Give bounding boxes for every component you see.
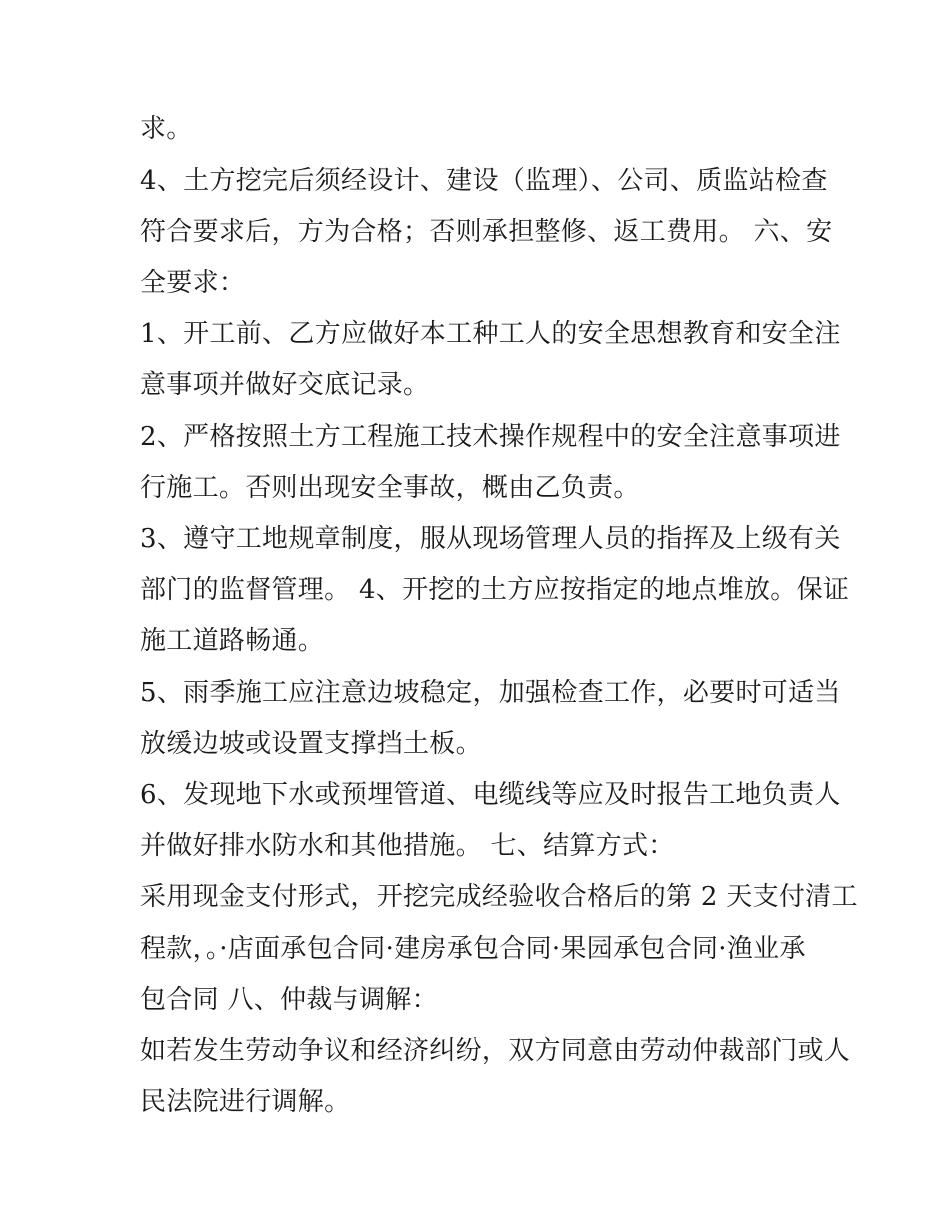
text-line: 全要求： <box>140 268 246 298</box>
text-line: 4、土方挖完后须经设计、建设（监理）、公司、质监站检查 <box>140 166 828 196</box>
text-line: 放缓边坡或设置支撑挡土板。 <box>140 729 482 759</box>
text-line: 采用现金支付形式，开挖完成经验收合格后的第 2 天支付清工 <box>140 882 858 912</box>
text-line: 并做好排水防水和其他措施。 七、结算方式： <box>140 831 675 861</box>
text-line: 求。 <box>140 114 193 144</box>
text-line: 程款，。·店面承包合同·建房承包合同·果园承包合同·渔业承 <box>140 934 806 964</box>
text-line: 施工道路畅通。 <box>140 626 325 656</box>
text-line: 部门的监督管理。 4、开挖的土方应按指定的地点堆放。保证 <box>140 575 850 605</box>
text-line: 3、遵守工地规章制度，服从现场管理人员的指挥及上级有关 <box>140 524 841 554</box>
text-line: 包合同 八、仲裁与调解： <box>140 985 438 1015</box>
text-line: 意事项并做好交底记录。 <box>140 370 430 400</box>
text-line: 如若发生劳动争议和经济纠纷，双方同意由劳动仲裁部门或人 <box>140 1036 851 1066</box>
text-line: 1、开工前、乙方应做好本工种工人的安全思想教育和安全注 <box>140 319 841 349</box>
text-line: 2、严格按照土方工程施工技术操作规程中的安全注意事项进 <box>140 422 841 452</box>
text-line: 5、雨季施工应注意边坡稳定，加强检查工作，必要时可适当 <box>140 678 841 708</box>
text-line: 行施工。否则出现安全事故，概由乙负责。 <box>140 473 640 503</box>
text-line: 民法院进行调解。 <box>140 1087 351 1117</box>
text-line: 6、发现地下水或预埋管道、电缆线等应及时报告工地负责人 <box>140 780 841 810</box>
text-line: 符合要求后，方为合格；否则承担整修、返工费用。 六、安 <box>140 217 833 247</box>
